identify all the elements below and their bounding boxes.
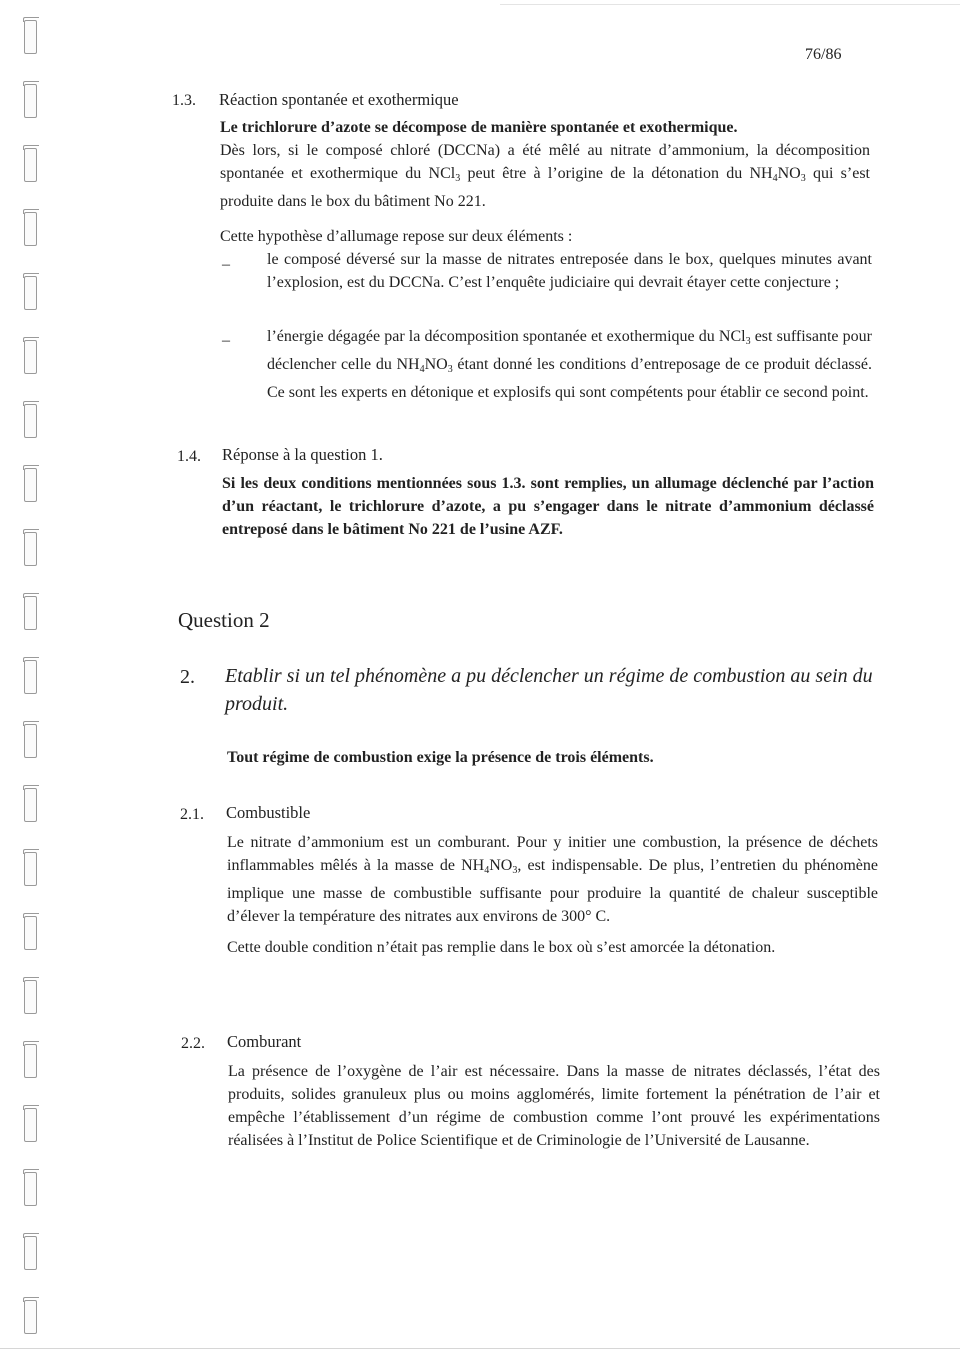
question-2-number: 2. bbox=[180, 666, 195, 688]
binder-ring bbox=[24, 84, 37, 118]
binder-ring bbox=[24, 212, 37, 246]
binder-ring bbox=[24, 468, 37, 502]
binder-ring bbox=[24, 404, 37, 438]
page-number: 76/86 bbox=[805, 46, 842, 63]
bullet-1: le composé déversé sur la masse de nitrates entreposée dans le box, quelques minutes avant l’explosion, est du DCCNa. C’est l’enquête judiciaire qui devrait étayer cette conjecture ; bbox=[267, 251, 872, 291]
section-2-2-body: La présence de l’oxygène de l’air est nécessaire. Dans la masse de nitrates déclassés, l’état des produits, solides granuleux plus ou moins agglomérés, limite fortement la pénétration de l’air et empêche l’établissement d’un régime de combustion comme l’ont prouvé les expérimentations réalisées à l’Institut de Police Scientifique et de Criminologie de l’Université de Lausanne. bbox=[228, 1063, 880, 1149]
question-2-statement: Tout régime de combustion exige la présence de trois éléments. bbox=[227, 749, 654, 766]
binder-ring bbox=[24, 340, 37, 374]
binder-ring bbox=[24, 20, 37, 54]
paragraph: Le nitrate d’ammonium est un comburant. Pour y initier une combustion, la présence de déchets inflammables mêlés à la masse de $NH_4NO_3$, est indispensable. De plus, l’entretien du phénomène implique une masse de combustible suffisante pour produire la quantité de chaleur susceptible d’élever la température des nitrates aux environs de 300° C. bbox=[227, 834, 878, 925]
section-1-3-body bbox=[220, 116, 870, 248]
binder-ring bbox=[24, 980, 37, 1014]
section-1-4-number: 1.4. bbox=[177, 448, 201, 465]
binder-rings bbox=[18, 0, 48, 1355]
binder-ring bbox=[24, 1044, 37, 1078]
section-1-3-title: Réaction spontanée et exothermique bbox=[219, 90, 459, 109]
binder-ring bbox=[24, 1236, 37, 1270]
question-2-text: Etablir si un tel phénomène a pu déclencher un régime de combustion au sein du produit. bbox=[225, 665, 873, 715]
hypothesis-intro: Cette hypothèse d’allumage repose sur deux éléments : bbox=[220, 228, 573, 245]
binder-ring bbox=[24, 660, 37, 694]
bullet-2: l’énergie dégagée par la décomposition spontanée et exothermique du NCl$_3$ est suffisante pour déclencher celle du $NH_4NO_3$ étant donné les conditions d’entreposage de ce produit déclassé. Ce sont les experts en détonique et explosifs qui sont compétents pour établir ce second point. bbox=[267, 328, 872, 401]
scan-top-edge bbox=[500, 4, 960, 5]
binder-ring bbox=[24, 596, 37, 630]
binder-ring bbox=[24, 788, 37, 822]
paragraph: Dès lors, si le composé chloré (DCCNa) a été mêlé au nitrate d’ammonium, la décomposition spontanée et exothermique du NCl$_3$ peut être à l’origine de la détonation du $NH_4NO_3$ qui s’est produite dans le box du bâtiment No 221. bbox=[220, 142, 870, 210]
binder-ring bbox=[24, 916, 37, 950]
section-2-1-body bbox=[227, 831, 878, 959]
binder-ring bbox=[24, 724, 37, 758]
binder-ring bbox=[24, 852, 37, 886]
binder-ring bbox=[24, 148, 37, 182]
section-1-4-answer: Si les deux conditions mentionnées sous 1.3. sont remplies, un allumage déclenché par l’action d’un réactant, le trichlorure d’azote, a pu s’engager dans le nitrate d’ammonium déclassé entreposé dans le bâtiment No 221 de l’usine AZF. bbox=[222, 475, 874, 538]
section-1-4-title: Réponse à la question 1. bbox=[222, 445, 383, 464]
section-1-3-number: 1.3. bbox=[172, 92, 196, 109]
section-2-1-title: Combustible bbox=[226, 803, 311, 822]
bold-statement: Le trichlorure d’azote se décompose de manière spontanée et exothermique. bbox=[220, 119, 738, 136]
question-2-heading: Question 2 bbox=[178, 608, 270, 632]
scan-bottom-edge bbox=[0, 1348, 960, 1349]
section-2-2-title: Comburant bbox=[227, 1032, 302, 1051]
section-2-1-number: 2.1. bbox=[180, 806, 204, 823]
binder-ring bbox=[24, 1108, 37, 1142]
binder-ring bbox=[24, 1172, 37, 1206]
binder-ring bbox=[24, 1300, 37, 1334]
binder-ring bbox=[24, 276, 37, 310]
paragraph: Cette double condition n’était pas remplie dans le box où s’est amorcée la détonation. bbox=[227, 939, 776, 956]
bullet-dash: – bbox=[222, 256, 230, 273]
section-2-2-number: 2.2. bbox=[181, 1035, 205, 1052]
bullet-dash: – bbox=[222, 332, 230, 349]
binder-ring bbox=[24, 532, 37, 566]
